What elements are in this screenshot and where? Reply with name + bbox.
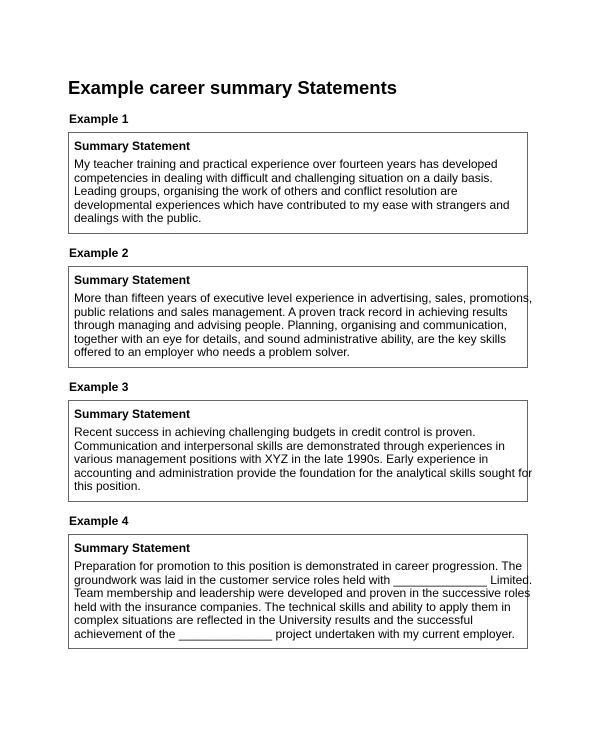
example-1-line: Leading groups, organising the work of others and conflict resolution are xyxy=(74,184,458,198)
example-4-line: achievement of the ______________ project undertaken with my current employer. xyxy=(74,626,515,641)
example-2-line: together with an eye for details, and sound administrative ability, are the key skills xyxy=(74,331,506,346)
example-4-line: held with the insurance companies. The technical skills and ability to apply them in xyxy=(74,599,511,614)
example-4-line: complex situations are reflected in the University results and the successful xyxy=(74,613,473,627)
example-1-line: developmental experiences which have contributed to my ease with strangers and xyxy=(74,197,510,212)
example-1-box xyxy=(68,132,528,234)
example-3-line: this position. xyxy=(74,479,141,493)
example-2-box xyxy=(68,266,533,368)
example-2-line: public relations and sales management. A proven track record in achieving results xyxy=(74,304,508,319)
example-3-label: Example 3 xyxy=(69,380,129,394)
example-4-line: Team membership and leadership were developed and proven in the successive roles xyxy=(74,586,531,600)
example-2-line: offered to an employer who needs a problem solver. xyxy=(74,345,350,359)
example-1-line: dealings with the public. xyxy=(74,211,202,225)
example-3-box xyxy=(68,400,533,502)
example-1-heading: Summary Statement xyxy=(74,139,191,153)
page-title: Example career summary Statements xyxy=(68,77,398,98)
example-3-line: Recent success in achieving challenging budgets in credit control is proven. xyxy=(74,425,476,439)
example-3-line: various management positions with XYZ in the late 1990s. Early experience in xyxy=(74,452,489,466)
example-4-line: groundwork was laid in the customer service roles held with ______________ Limited. xyxy=(74,572,533,587)
example-2-line: More than fifteen years of executive level experience in advertising, sales, promotions, xyxy=(74,291,533,305)
example-4-box xyxy=(68,534,533,649)
example-4-line: Preparation for promotion to this position is demonstrated in career progression. The xyxy=(74,559,523,573)
example-3-line: Communication and interpersonal skills are demonstrated through experiences in xyxy=(74,438,505,453)
example-2-heading: Summary Statement xyxy=(74,273,191,287)
example-1-line: competencies in dealing with difficult and challenging situation on a daily basis. xyxy=(74,170,493,185)
example-3-heading: Summary Statement xyxy=(74,407,191,421)
example-2-label: Example 2 xyxy=(69,246,129,260)
example-3-line: accounting and administration provide the foundation for the analytical skills sought for xyxy=(74,465,533,480)
example-1-label: Example 1 xyxy=(69,112,129,126)
example-2-line: through managing and advising people. Planning, organising and communication, xyxy=(74,318,507,332)
example-4-label: Example 4 xyxy=(69,514,129,528)
example-1-line: My teacher training and practical experience over fourteen years has developed xyxy=(74,157,498,171)
example-4-heading: Summary Statement xyxy=(74,541,191,555)
